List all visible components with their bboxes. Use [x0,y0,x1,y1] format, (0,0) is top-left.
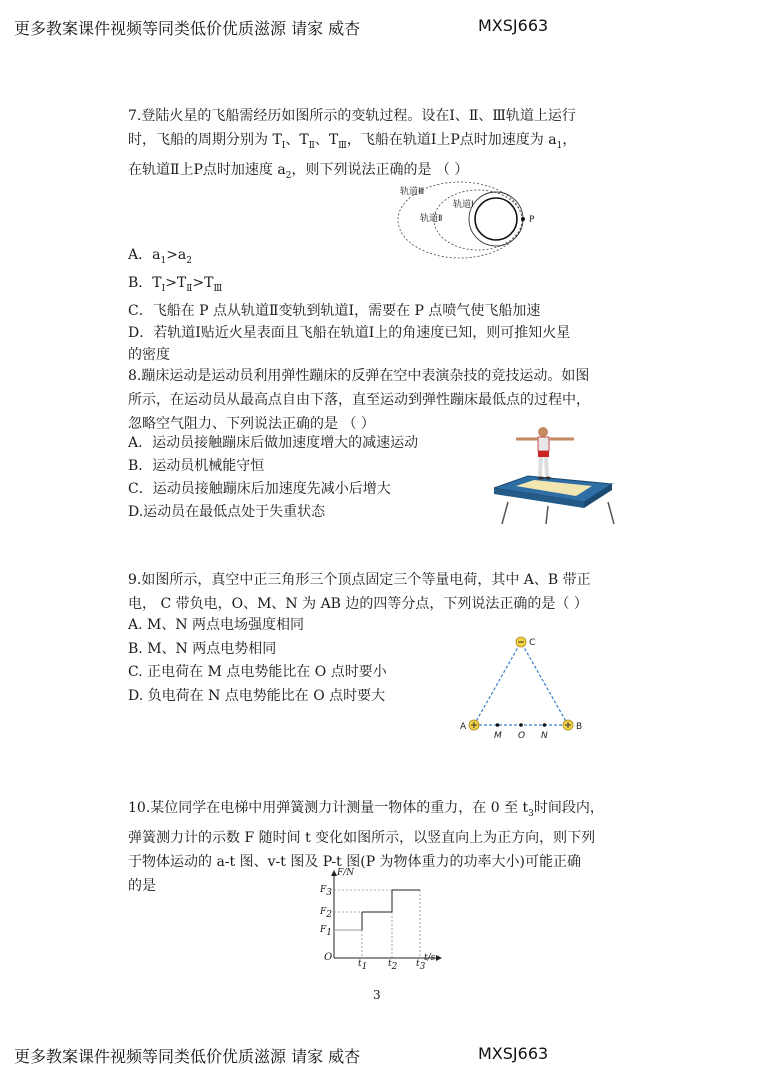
q7-option-d-cont: 的密度 [128,346,170,363]
q9-options [128,614,387,708]
xlabel: t/s [424,953,436,963]
label-a: A [460,722,467,732]
point-p [521,217,525,221]
q7-options [128,244,570,366]
y-tick-f2: $F_2$ [320,907,332,920]
graph-steps [334,890,420,958]
q8-option-a: A．运动员接触蹦床后做加速度增大的减速运动 [128,435,419,451]
label-o: O [518,731,526,740]
q9-line-2: 电， C 带负电，O、M、N 为 AB 边的四等分点，下列说法正确的是（ ） [128,596,588,612]
mars-planet [475,198,517,240]
q9-option-d: D. 负电荷在 N 点电势能比在 O 点时要大 [128,687,386,704]
point-o [519,723,523,727]
question-7 [128,104,628,188]
q9-option-c: C. 正电荷在 M 点电势能比在 O 点时要小 [128,664,387,680]
q8-line-1: 8.蹦床运动是运动员利用弹性蹦床的反弹在空中表演杂技的竞技运动。如图 [128,368,590,384]
q7-option-c: C．飞船在 P 点从轨道Ⅱ变轨到轨道Ⅰ，需要在 P 点喷气使飞船加速 [128,302,541,319]
y-tick-f1: $F_1$ [320,925,332,938]
header-code: MXSJ663 [478,16,549,35]
q7-option-b: B．$T_Ⅰ>T_Ⅱ>T_Ⅲ$ [128,274,223,294]
footer-ad-text: 更多教案课件视频等同类低价优质滋源 请家 威杏 [14,1047,361,1066]
q7-line-3: 在轨道Ⅱ上P点时加速度 $a_2$，则下列说法正确的是 （ ） [128,161,469,181]
q7-option-d: D．若轨道Ⅰ贴近火星表面且飞船在轨道Ⅰ上的角速度已知，则可推知火星 [128,324,571,341]
q7-option-a: A．$a_1>a_2$ [128,247,193,266]
q8-line-3: 忽略空气阻力、下列说法正确的是 （ ） [128,416,375,432]
question-9 [128,568,628,616]
q9-option-a: A. M、N 两点电场强度相同 [128,617,305,633]
q9-line-1: 9.如图所示，真空中正三角形三个顶点固定三个等量电荷，其中 A、B 带正 [128,572,591,588]
point-m [496,723,500,727]
f-t-graph [312,864,472,972]
trampoline-illustration [488,424,620,528]
q8-option-b: B．运动员机械能守恒 [128,458,265,474]
ylabel: F/N [337,868,355,878]
footer-code: MXSJ663 [478,1044,549,1063]
triangle-charge-diagram [454,630,590,740]
label-c: C [529,638,536,648]
f-t-graph-svg [312,864,472,972]
x-tick-t2: $t_2$ [388,959,398,972]
label-orbit-3: 轨道Ⅲ [400,187,425,197]
label-m: M [494,731,502,740]
q10-line-1: 10.某位同学在电梯中用弹簧测力计测量一物体的重力，在 0 至 $t_3$时间段内， [128,800,604,819]
q8-option-d: D.运动员在最低点处于失重状态 [128,504,326,520]
q7-line-2: 时，飞船的周期分别为 $T_Ⅰ$、$T_Ⅱ$、$T_Ⅲ$，飞船在轨道Ⅰ上P点时加速度为 $a_1$， [128,132,577,151]
footer-banner [0,1042,760,1068]
q8-options [128,432,418,524]
label-p: P [529,215,535,225]
origin-label: O [324,952,333,963]
side-ac [474,642,521,725]
q10-line-2: 弹簧测力计的示数 F 随时间 t 变化如图所示，以竖直向上为正方向，则下列 [128,829,596,846]
x-tick-t3: $t_3$ [416,959,426,972]
x-tick-t1: $t_1$ [358,959,368,972]
label-n: N [541,731,548,740]
page-number: 3 [373,988,381,1002]
side-bc [521,642,568,725]
header-banner [0,14,760,40]
q9-option-b: B. M、N 两点电势相同 [128,640,277,657]
point-n [543,723,547,727]
q8-line-2: 所示，在运动员从最高点自由下落，直至运动到弹性蹦床最低点的过程中， [128,392,590,408]
header-ad-text: 更多教案课件视频等同类低价优质滋源 请家 威杏 [14,19,361,38]
q8-option-c: C．运动员接触蹦床后加速度先减小后增大 [128,481,391,497]
label-b: B [576,722,583,732]
y-tick-f3: $F_3$ [320,885,332,898]
q10-line-4: 的是 [128,877,156,894]
label-orbit-2: 轨道Ⅱ [420,214,443,224]
q10-line-3: 于物体运动的 a-t 图、v-t 图及 P-t 图(P 为物体重力的功率大小)可能正确 [128,853,582,870]
q7-line-1: 7.登陆火星的飞船需经历如图所示的变轨过程。设在Ⅰ、Ⅱ、Ⅲ轨道上运行 [128,108,576,124]
label-orbit-1: 轨道Ⅰ [453,200,474,210]
